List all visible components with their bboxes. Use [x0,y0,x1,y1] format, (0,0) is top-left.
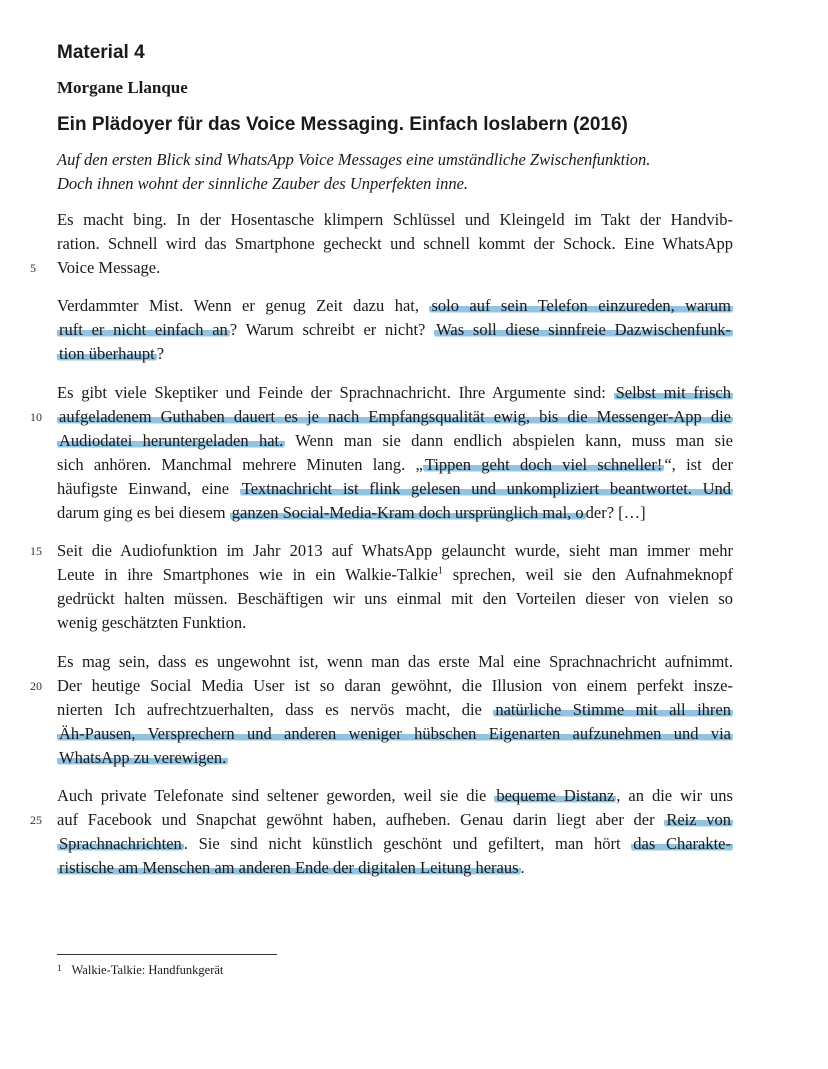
author-name: Morgane Llanque [57,78,188,97]
text-line: ration. Schnell wird das Smartphone gecheckt und schnell kommt der Schock. Eine WhatsApp [57,234,733,253]
highlight: Tippen geht doch viel schneller! [424,455,663,474]
text-line [57,746,228,770]
lead-line: Auf den ersten Blick sind WhatsApp Voice Messages eine umständliche Zwischenfunktion. [57,150,651,169]
text-line [57,808,733,832]
highlight: Textnachricht ist flink gelesen und unkompliziert beantwortet. Und [241,479,731,498]
text-line: Voice Message. [57,258,161,277]
highlight: ristische am Menschen am anderen Ende der digitalen Leitung heraus [59,858,519,877]
line-number: 10 [30,410,42,424]
highlight: ganzen Social-Media-Kram doch ursprünglich mal, o [231,503,584,522]
text-line: Es macht bing. In der Hosentasche klimpern Schlüssel und Kleingeld im Takt der Handvib- [57,210,733,229]
text-run: . [520,858,525,877]
text-line: Es mag sein, dass es ungewohnt ist, wenn man das erste Mal eine Sprachnachricht aufnimmt. [57,652,733,671]
text-run: sich anhören. Manchmal mehrere Minuten lang. „ [57,455,423,474]
text-run: ? Warum schreibt er nicht? [229,320,435,339]
highlight: Was soll diese sinnfreie Dazwischenfunk- [436,320,732,339]
text-line [57,501,646,525]
text-run: darum ging es bei diesem [57,503,230,522]
highlight: das Charakte- [633,834,731,853]
text-run: Es gibt viele Skeptiker und Feinde der Sprachnachricht. Ihre Argumente sind: [57,383,614,402]
article-title: Ein Plädoyer für das Voice Messaging. Einfach loslabern (2016) [57,114,628,135]
text-run: ? [156,344,165,363]
highlight: Äh-Pausen, Versprechern und anderen weniger hübschen Eigenarten aufzunehmen und via [59,724,731,743]
text-run: der? […] [585,503,646,522]
text-run: Leute in ihre Smartphones wie in ein Walkie-Talkie [57,565,438,584]
text-run: Verdammter Mist. Wenn er genug Zeit dazu hat, [57,296,430,315]
highlight: tion überhaupt [59,344,155,363]
text-run: häufigste Einwand, eine [57,479,240,498]
text-line [57,342,164,366]
footnote-number: 1 [57,963,62,973]
text-line [57,381,733,405]
text-line [57,405,733,429]
footnote-divider [57,954,277,955]
highlight: natürliche Stimme mit all ihren [495,700,731,719]
highlight: Sprachnachrichten [59,834,182,853]
highlight: Selbst mit frisch [615,383,731,402]
text-line: wenig geschätzten Funktion. [57,613,247,632]
text-line [57,832,733,856]
line-number: 20 [30,679,42,693]
text-line: gedrückt halten müssen. Beschäftigen wir uns einmal mit den Vorteilen dieser von vielen so [57,589,733,608]
text-line [57,563,733,587]
text-line [57,477,733,501]
text-run: . Sie sind nicht künstlich geschönt und gefiltert, man hört [183,834,632,853]
text-line [57,453,733,477]
text-line [57,429,733,453]
text-run: auf Facebook und Snapchat gewöhnt haben, aufheben. Genau darin liegt aber der [57,810,665,829]
footnote-ref: 1 [437,565,443,577]
line-number: 5 [30,261,36,275]
highlight: Audiodatei heruntergeladen hat. [59,431,284,450]
text-run: Auch private Telefonate sind seltener geworden, weil sie die [57,786,495,805]
line-number: 15 [30,544,42,558]
text-line [57,784,733,808]
highlight: bequeme Distanz [496,786,615,805]
material-label: Material 4 [57,42,145,63]
line-number: 25 [30,813,42,827]
text-run: “, ist der [664,455,734,474]
footnote-text: Walkie-Talkie: Handfunkgerät [71,963,224,977]
highlight: WhatsApp zu verewigen. [59,748,227,767]
text-line: Seit die Audiofunktion im Jahr 2013 auf WhatsApp gelauncht wurde, sieht man immer mehr [57,541,733,560]
text-line [57,856,525,880]
text-line [57,318,733,342]
footnote [57,963,223,978]
lead-line: Doch ihnen wohnt der sinnliche Zauber des Unperfekten inne. [57,174,469,193]
text-run: sprechen, weil sie den Aufnahmeknopf [442,565,733,584]
text-run: Wenn man sie dann endlich abspielen kann, muss man sie [285,431,734,450]
highlight: Reiz von [666,810,731,829]
highlight: aufgeladenem Guthaben dauert es je nach Empfangsqualität ewig, bis die Messenger-App die [59,407,731,426]
text-line [57,722,733,746]
text-run: nierten Ich aufrechtzuerhalten, dass es nervös macht, die [57,700,494,719]
text-line [57,294,733,318]
text-line: Der heutige Social Media User ist so daran gewöhnt, die Illusion von einem perfekt insze- [57,676,733,695]
text-run: , an die wir uns [616,786,733,805]
highlight: ruft er nicht einfach an [59,320,228,339]
highlight: solo auf sein Telefon einzureden, warum [431,296,731,315]
text-line [57,698,733,722]
